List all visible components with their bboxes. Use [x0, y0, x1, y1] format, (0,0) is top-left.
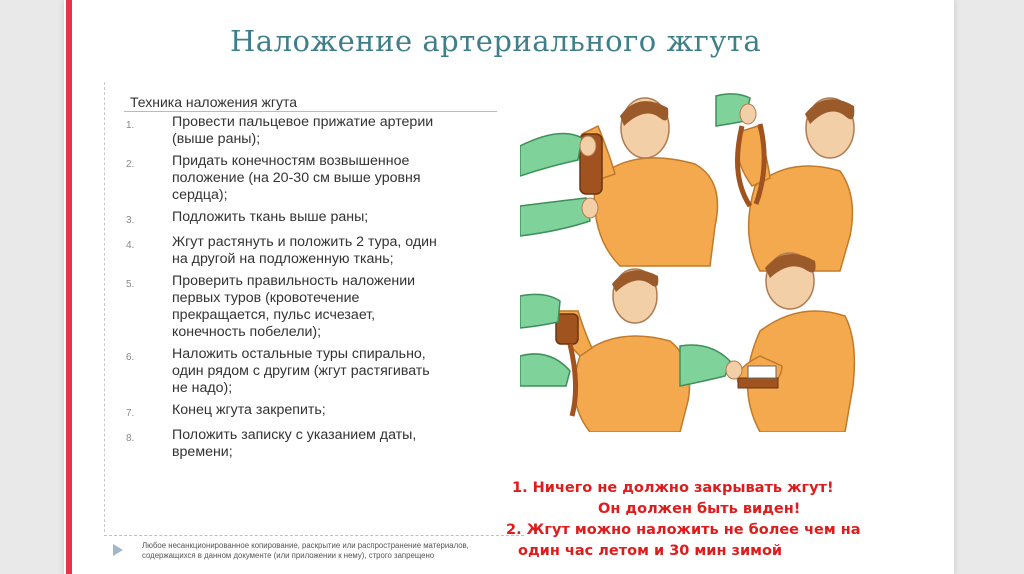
- step-number: 4.: [126, 240, 135, 251]
- slide-title: Наложение артериального жгута: [230, 24, 762, 58]
- list-item: [126, 346, 506, 397]
- left-divider: [104, 82, 106, 532]
- warning-line-4: один час летом и 30 мин зимой: [518, 543, 783, 559]
- step-number: 7.: [126, 408, 135, 419]
- list-item: [126, 427, 506, 461]
- footer-divider: [104, 535, 524, 536]
- warning-line-2: Он должен быть виден!: [598, 501, 801, 517]
- step-text: Жгут растянуть и положить 2 тура, один на другой на подложенную ткань;: [172, 234, 437, 267]
- figure-step-apply-tourniquet: [716, 94, 854, 271]
- step-text: Проверить правильность наложении первых туров (кровотечение прекращается, пульс исчезает, конечность побелели);: [172, 273, 416, 340]
- step-number: 2.: [126, 159, 135, 170]
- step-number: 3.: [126, 215, 135, 226]
- figure-step-wrap-turns: [520, 269, 690, 432]
- step-text: Конец жгута закрепить;: [172, 402, 326, 418]
- tourniquet-illustration: [520, 86, 858, 432]
- list-item: [126, 209, 506, 229]
- step-number: 5.: [126, 279, 135, 290]
- figure-step-raise-arm: [520, 98, 718, 266]
- warning-box: [500, 478, 900, 562]
- list-item: [126, 273, 506, 341]
- section-title: Техника наложения жгута: [130, 94, 298, 110]
- list-item: [126, 153, 506, 204]
- step-text: Придать конечностям возвышенное положение (на 20-30 см выше уровня сердца);: [172, 153, 421, 203]
- step-number: 8.: [126, 433, 135, 444]
- step-text: Провести пальцевое прижатие артерии (выше раны);: [172, 114, 434, 147]
- list-item: [126, 234, 506, 268]
- accent-bar: [66, 0, 72, 574]
- step-text: Подложить ткань выше раны;: [172, 209, 369, 225]
- step-number: 1.: [126, 120, 135, 131]
- footer-disclaimer: Любое несанкционированное копирование, раскрытие или распространение материалов, содержащихся в данном документе (или приложении к нему), строго запрещено: [142, 541, 469, 560]
- list-item: [126, 402, 506, 422]
- step-text: Наложить остальные туры спирально, один рядом с другим (жгут растягивать не надо);: [172, 346, 430, 396]
- steps-list: [126, 114, 506, 466]
- figure-step-attach-note: [680, 253, 854, 432]
- step-text: Положить записку с указанием даты, времени;: [172, 427, 417, 460]
- warning-line-1: 1. Ничего не должно закрывать жгут!: [512, 480, 834, 496]
- step-number: 6.: [126, 352, 135, 363]
- list-item: [126, 114, 506, 148]
- warning-line-3: 2. Жгут можно наложить не более чем на: [506, 522, 861, 538]
- triangle-arrow-icon: [112, 543, 124, 557]
